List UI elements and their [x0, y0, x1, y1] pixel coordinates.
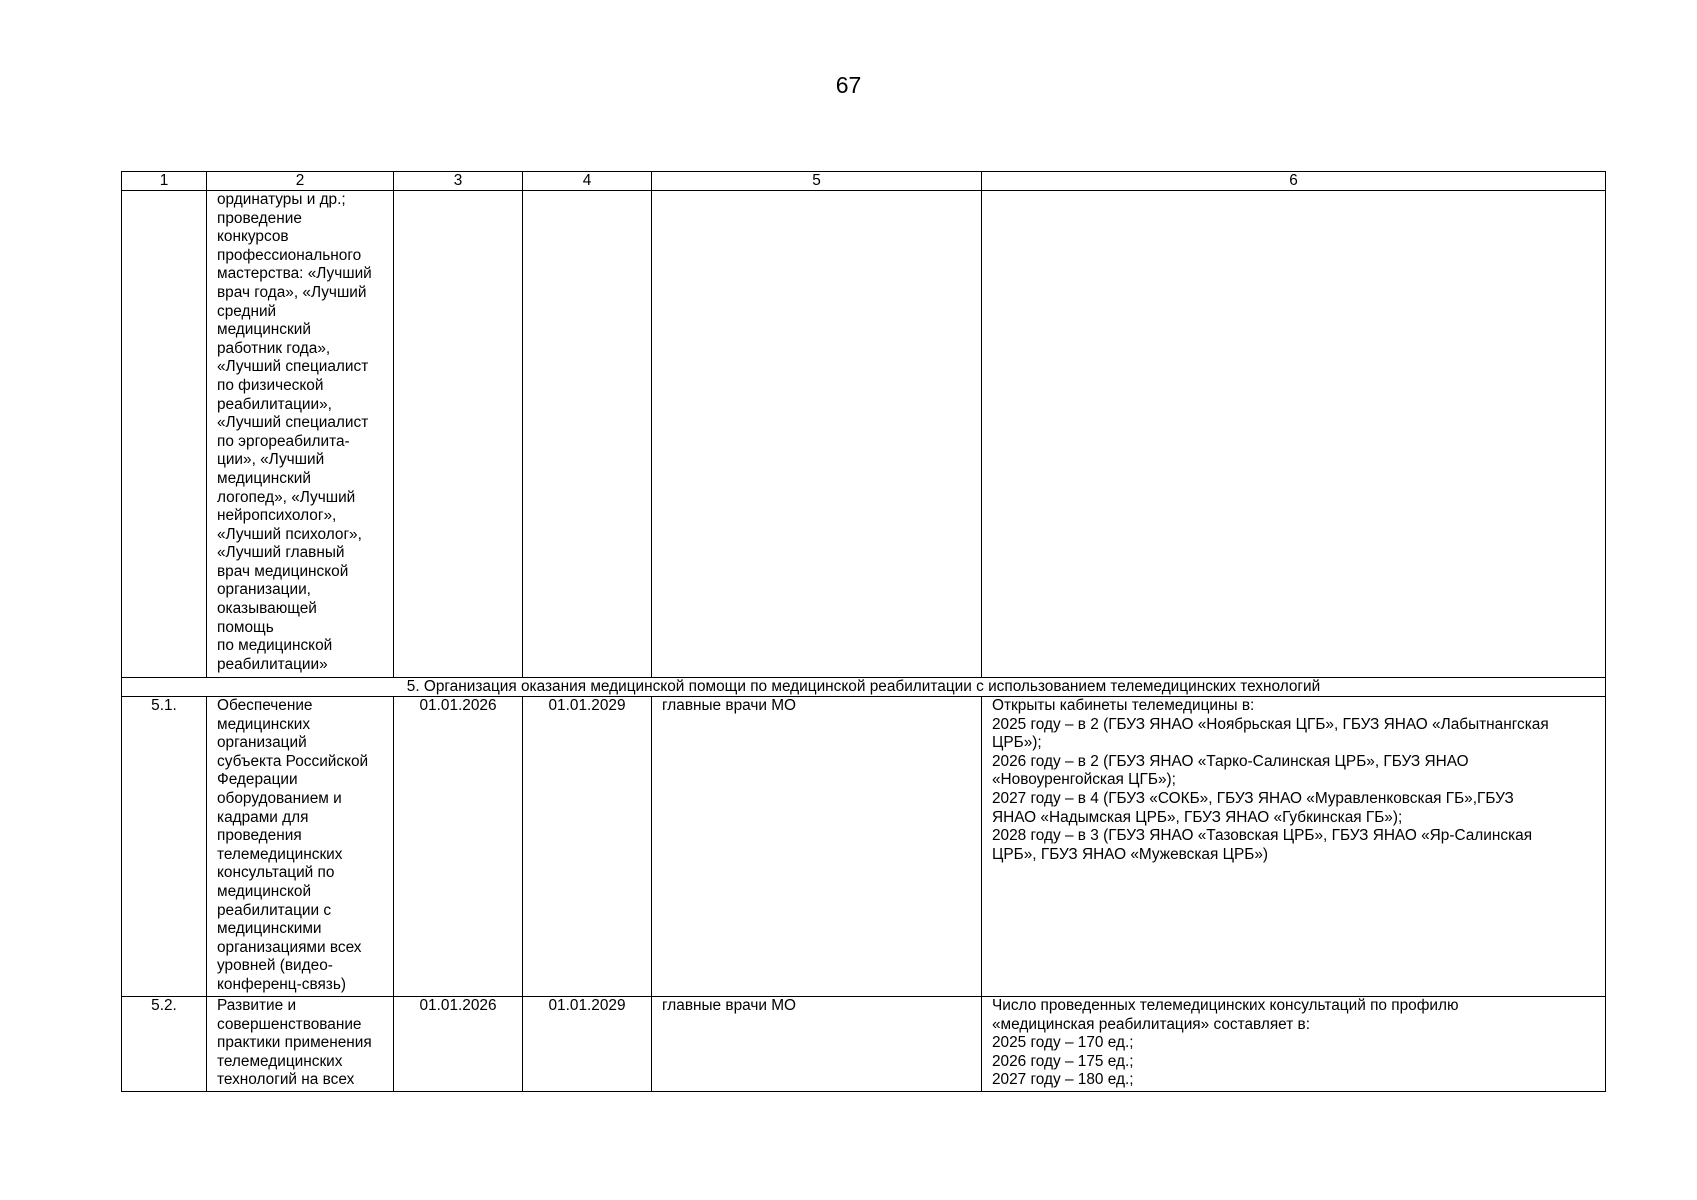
column-number: 4 [523, 172, 652, 191]
end-date: 01.01.2029 [523, 697, 652, 997]
text-line: медицинский [217, 321, 311, 339]
column-number: 1 [122, 172, 207, 191]
text-line: уровней (видео- [217, 957, 333, 975]
text-line: 2025 году – 170 ед.; [992, 1034, 1134, 1052]
column-number: 2 [207, 172, 394, 191]
text-line: работник года», [217, 339, 331, 357]
result-cell [982, 697, 1606, 997]
column-number: 6 [982, 172, 1606, 191]
text-line: 2025 году – в 2 (ГБУЗ ЯНАО «Ноябрьская ЦГБ», ГБУЗ ЯНАО «Лабытнангская [992, 715, 1549, 733]
text-line: Развитие и [217, 997, 297, 1014]
measure-name-cell [207, 697, 394, 997]
start-date: 01.01.2026 [394, 997, 523, 1092]
measure-name-cell [207, 191, 394, 678]
page-number: 67 [835, 72, 862, 98]
text-line: ординатуры и др.; [217, 191, 346, 208]
continuation-row [122, 191, 1606, 678]
text-line: ЦРБ», ГБУЗ ЯНАО «Мужевская ЦРБ») [992, 845, 1269, 863]
column-number: 5 [652, 172, 982, 191]
text-line: проведения [217, 827, 302, 845]
responsible: главные врачи МО [652, 697, 982, 997]
text-line: организаций [217, 734, 307, 752]
text-line: реабилитации с [217, 901, 332, 919]
result-cell [982, 997, 1606, 1092]
text-line: профессионального [217, 246, 362, 264]
text-line: технологий на всех [217, 1071, 355, 1089]
end-date: 01.01.2029 [523, 997, 652, 1092]
row-number: 5.2. [122, 997, 207, 1092]
text-line: 2027 году – в 4 (ГБУЗ «СОКБ», ГБУЗ ЯНАО «Муравленковская ГБ»,ГБУЗ [992, 789, 1514, 807]
text-line: Федерации [217, 771, 298, 789]
text-line: ЯНАО «Надымская ЦРБ», ГБУЗ ЯНАО «Губкинская ГБ»); [992, 808, 1403, 826]
text-line: оборудованием и [217, 789, 342, 807]
text-line: совершенствование [217, 1015, 362, 1033]
text-line: телемедицинских [217, 1052, 343, 1070]
text-line: проведение [217, 209, 302, 227]
section-title: 5. Организация оказания медицинской помощи по медицинской реабилитации с использованием телемедицинских технологий [122, 678, 1606, 697]
text-line: врач года», «Лучший [217, 283, 367, 301]
text-line: нейропсихолог», [217, 507, 337, 525]
text-line: медицинских [217, 715, 311, 733]
text-line: по физической [217, 376, 324, 394]
measure-name-cell [207, 997, 394, 1092]
text-line: 2026 году – в 2 (ГБУЗ ЯНАО «Тарко-Салинская ЦРБ», ГБУЗ ЯНАО [992, 752, 1469, 770]
text-line: организации, [217, 581, 311, 599]
column-number-row [122, 172, 1606, 191]
text-line: реабилитации» [217, 655, 328, 673]
text-line: консультаций по [217, 864, 335, 882]
text-line: телемедицинских [217, 845, 343, 863]
text-line: Открыты кабинеты телемедицины в: [992, 697, 1255, 714]
column-number: 3 [394, 172, 523, 191]
text-line: 2028 году – в 3 (ГБУЗ ЯНАО «Тазовская ЦРБ», ГБУЗ ЯНАО «Яр-Салинская [992, 827, 1533, 845]
responsible: главные врачи МО [652, 997, 982, 1092]
text-line: кадрами для [217, 808, 309, 826]
table-row [122, 697, 1606, 997]
text-line: реабилитации», [217, 395, 332, 413]
table-row [122, 997, 1606, 1092]
text-line: «Новоуренгойская ЦГБ»); [992, 771, 1176, 789]
text-line: ЦРБ»); [992, 734, 1042, 752]
text-line: по эргореабилита- [217, 432, 350, 450]
result-cell [982, 191, 1606, 678]
text-line: «Лучший специалист [217, 358, 369, 376]
text-line: конкурсов [217, 228, 289, 246]
text-line: по медицинской [217, 637, 333, 655]
section-row [122, 678, 1606, 697]
text-line: «Лучший специалист [217, 414, 369, 432]
end-date-cell [523, 191, 652, 678]
row-number: 5.1. [122, 697, 207, 997]
text-line: организациями всех [217, 938, 362, 956]
responsible-cell [652, 191, 982, 678]
text-line: «медицинская реабилитация» составляет в: [992, 1015, 1310, 1033]
text-line: медицинский [217, 469, 311, 487]
text-line: врач медицинской [217, 562, 349, 580]
text-line: «Лучший главный [217, 544, 345, 562]
text-line: субъекта Российской [217, 752, 369, 770]
start-date: 01.01.2026 [394, 697, 523, 997]
measures-table [121, 171, 1606, 1092]
text-line: средний [217, 302, 277, 320]
text-line: Обеспечение [217, 697, 313, 714]
text-line: 2026 году – 175 ед.; [992, 1052, 1134, 1070]
text-line: ции», «Лучший [217, 451, 325, 469]
text-line: 2027 году – 180 ед.; [992, 1071, 1134, 1089]
text-line: медицинской [217, 882, 312, 900]
text-line: помощь [217, 618, 274, 636]
text-line: «Лучший психолог», [217, 525, 362, 543]
text-line: Число проведенных телемедицинских консультаций по профилю [992, 997, 1459, 1014]
start-date-cell [394, 191, 523, 678]
text-line: практики применения [217, 1034, 372, 1052]
text-line: медицинскими [217, 920, 322, 938]
text-line: логопед», «Лучший [217, 488, 356, 506]
text-line: мастерства: «Лучший [217, 265, 372, 283]
text-line: конференц-связь) [217, 975, 346, 993]
text-line: оказывающей [217, 600, 317, 618]
cell-num [122, 191, 207, 678]
